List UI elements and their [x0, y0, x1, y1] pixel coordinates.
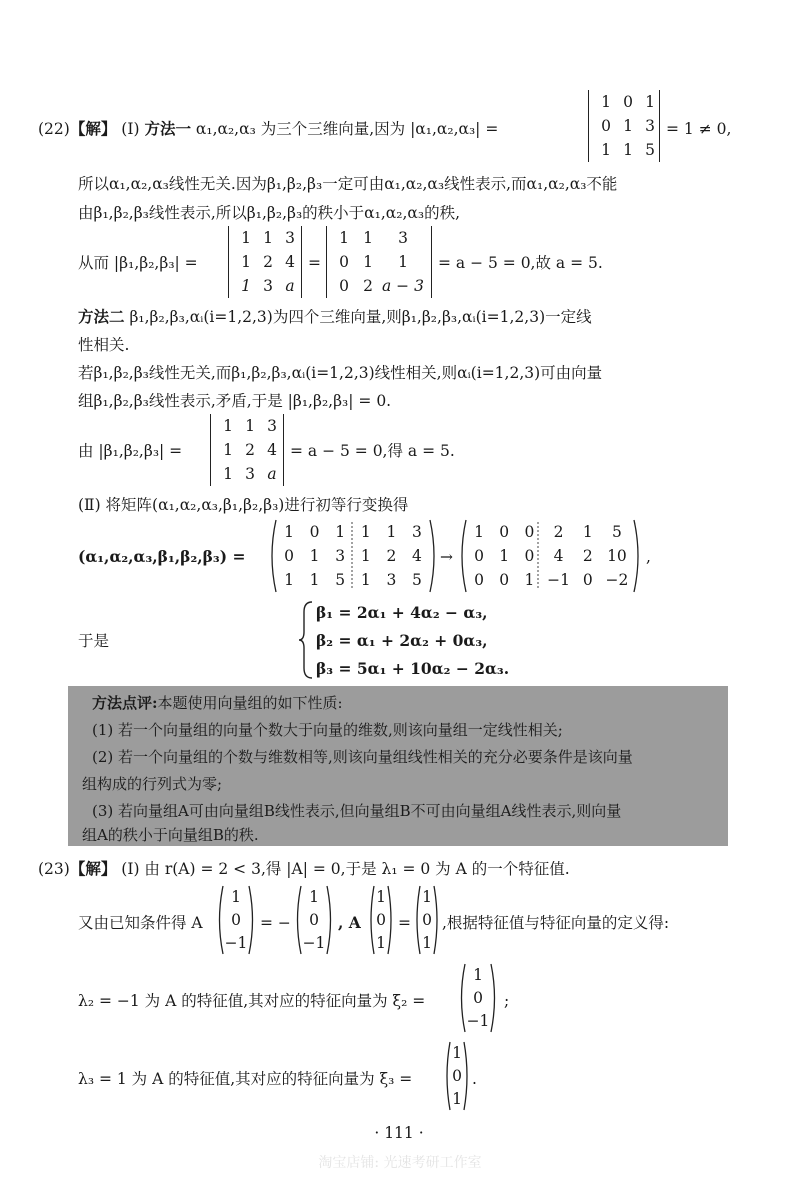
comment-title: 方法点评: [92, 694, 158, 712]
p22-l7: 若β₁,β₂,β₃线性无关,而β₁,β₂,β₃,αᵢ(i=1,2,3)线性相关,则αᵢ(i=1,2,3)可由向量 [78, 364, 603, 382]
p22-l3: 由β₁,β₂,β₃线性表示,所以β₁,β₂,β₃的秩小于α₁,α₂,α₃的秩, [78, 204, 461, 222]
comment-title-row [92, 692, 343, 714]
comment-c2a: (2) 若一个向量组的个数与维数相等,则该向量组线性相关的充分必要条件是该向量 [92, 748, 633, 766]
p22-l9-tail: = a − 5 = 0,得 a = 5. [290, 442, 455, 460]
p23-l2-head: 又由已知条件得 A [78, 914, 203, 932]
p22-l4-head: 从而 |β₁,β₂,β₃| = [78, 254, 198, 272]
p23-l2-mid1: = − [260, 914, 291, 932]
eq3: β₃ = 5α₁ + 10α₂ − 2α₃. [316, 659, 510, 678]
eq1: β₁ = 2α₁ + 4α₂ − α₃, [316, 603, 488, 622]
p23-l4-tail: . [472, 1070, 477, 1088]
left-brace-icon [298, 600, 314, 680]
arrow-icon: → [440, 548, 453, 566]
matrix-a: 1 0 1 1 1 3 0 1 3 1 2 4 1 1 5 1 3 5 [268, 518, 438, 594]
p22-line1 [38, 118, 498, 140]
p23-jie: 【解】 [69, 859, 117, 878]
p23-l3-tail: ; [504, 992, 510, 1010]
comment-c1: (1) 若一个向量组的向量个数大于向量的维数,则该向量组一定线性相关; [92, 721, 563, 739]
p23-l1: (Ⅰ) 由 r(A) = 2 < 3,得 |A| = 0,于是 λ₁ = 0 为 A 的一个特征值. [121, 860, 570, 878]
comment-intro: 本题使用向量组的如下性质: [157, 694, 343, 712]
yushi: 于是 [78, 632, 110, 650]
p23-l3-head: λ₂ = −1 为 A 的特征值,其对应的特征向量为 ξ₂ = [78, 992, 426, 1010]
method-comment-box [68, 686, 728, 846]
watermark: 淘宝店铺: 光速考研工作室 [318, 1155, 482, 1171]
comment-c3b: 组A的秩小于向量组B的秩. [82, 826, 259, 844]
det1: 1 0 1 0 1 3 1 1 5 [588, 90, 660, 162]
p22-l1-text: α₁,α₂,α₃ 为三个三维向量,因为 |α₁,α₂,α₃| = [195, 120, 499, 138]
p22-l8: 组β₁,β₂,β₃线性表示,矛盾,于是 |β₁,β₂,β₃| = 0. [78, 392, 392, 410]
eq2: β₂ = α₁ + 2α₂ + 0α₃, [316, 631, 488, 650]
p23-label: (23) [38, 860, 70, 878]
p22-l5: β₁,β₂,β₃,αᵢ(i=1,2,3)为四个三维向量,则β₁,β₂,β₃,αᵢ(i=1,2,3)一定线 [129, 308, 592, 326]
det3: 1 1 3 0 1 1 0 2 a − 3 [326, 226, 432, 298]
p22-label: (22) [38, 120, 70, 138]
p22-l2: 所以α₁,α₂,α₃线性无关.因为β₁,β₂,β₃一定可由α₁,α₂,α₃线性表示,而α₁,α₂,α₃不能 [78, 175, 618, 193]
p22-part2-line: (Ⅱ) 将矩阵(α₁,α₂,α₃,β₁,β₂,β₃)进行初等行变换得 [78, 496, 409, 514]
matrix-b: 1 0 0 2 1 5 0 1 0 4 2 10 0 0 1 −1 0 −2 [458, 518, 642, 594]
p22-l6: 性相关. [78, 336, 130, 354]
method1-title: 方法一 [144, 119, 191, 138]
comment-c3a: (3) 若向量组A可由向量组B线性表示,但向量组B不可由向量组A线性表示,则向量 [92, 802, 622, 820]
vector-v1-a: 1 0 −1 [216, 884, 256, 956]
det4: 1 1 3 1 2 4 1 3 a [210, 414, 284, 486]
comma: , [646, 548, 651, 566]
page-number: · 111 · [374, 1124, 424, 1142]
vector-xi3: 1 0 1 [444, 1040, 470, 1112]
vector-xi2: 1 0 −1 [458, 962, 498, 1034]
p23-l4-head: λ₃ = 1 为 A 的特征值,其对应的特征向量为 ξ₃ = [78, 1070, 413, 1088]
vector-v2-b: 1 0 1 [414, 884, 440, 956]
comment-c2b: 组构成的行列式为零; [82, 775, 223, 793]
vector-v1-b: 1 0 −1 [294, 884, 334, 956]
matrix-head: (α₁,α₂,α₃,β₁,β₂,β₃) = [78, 547, 246, 566]
p23-l2-tail: ,根据特征值与特征向量的定义得: [442, 914, 670, 932]
equals-sign: = [308, 254, 321, 272]
p23-l2-mid3: = [398, 914, 411, 932]
vector-v2-a: 1 0 1 [368, 884, 394, 956]
p23-line1 [38, 858, 570, 880]
p23-l2-mid2: , A [338, 913, 361, 932]
p22-jie: 【解】 [69, 119, 117, 138]
p22-l4-tail: = a − 5 = 0,故 a = 5. [438, 254, 603, 272]
p22-l5-row [78, 306, 592, 328]
det2: 1 1 3 1 2 4 1 3 a [228, 226, 302, 298]
method2-title: 方法二 [78, 307, 125, 326]
p22-l1-tail: = 1 ≠ 0, [666, 120, 732, 138]
p22-part1: (Ⅰ) [121, 120, 140, 138]
p22-l9-head: 由 |β₁,β₂,β₃| = [78, 442, 183, 460]
